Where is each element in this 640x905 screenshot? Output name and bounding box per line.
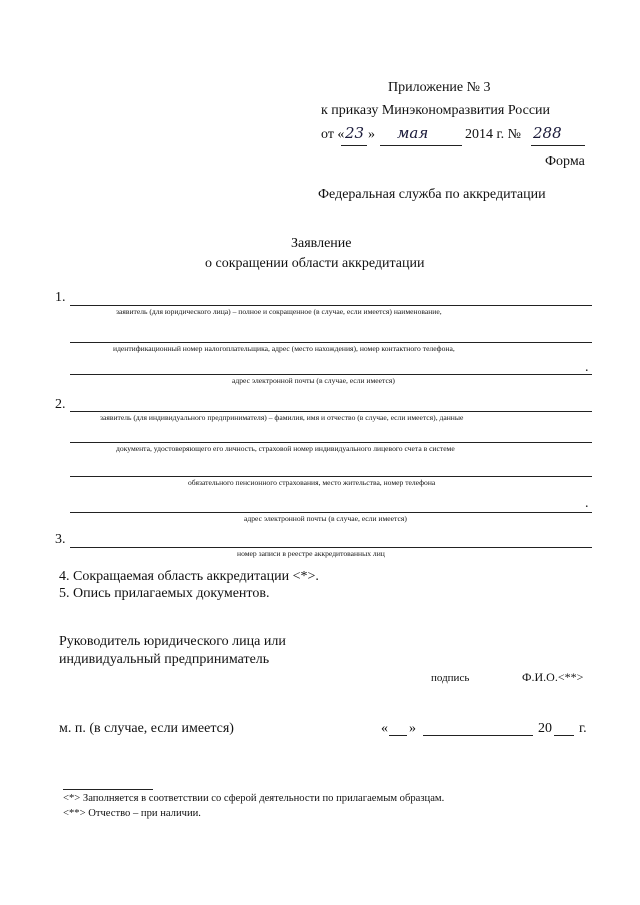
section2-caption-4: адрес электронной почты (в случае, если имеется) [244, 514, 407, 523]
order-date-month: мая [397, 124, 429, 142]
section1-field-line-2 [70, 342, 592, 343]
form-label: Форма [545, 154, 585, 169]
section1-field-line-1 [70, 305, 592, 306]
footnote-separator [63, 789, 153, 790]
agency-name: Федеральная служба по аккредитации [318, 187, 546, 202]
sign-date-year-line [554, 735, 574, 736]
section3-field-line [70, 547, 592, 548]
section3-caption: номер записи в реестре аккредитованных лиц [237, 549, 385, 558]
order-date-day-line [341, 145, 367, 146]
appendix-label: Приложение № 3 [388, 80, 491, 95]
footnote-1: <*> Заполняется в соответствии со сферой деятельности по прилагаемым образцам. [63, 793, 445, 804]
order-date-month-line [380, 145, 462, 146]
order-number-line [531, 145, 585, 146]
signature-label: подпись [431, 672, 470, 684]
section1-end-mark: . [585, 360, 589, 375]
document-title: Заявление [291, 236, 352, 251]
document-subtitle: о сокращении области аккредитации [205, 256, 425, 271]
order-date-day: 23 [345, 124, 365, 142]
section3-number: 3. [55, 532, 66, 547]
sign-date-open: « [381, 721, 388, 736]
section2-caption-3: обязательного пенсионного страхования, место жительства, номер телефона [188, 478, 436, 487]
signatory-line-1: Руководитель юридического лица или [59, 634, 286, 649]
section2-number: 2. [55, 397, 66, 412]
item-5: 5. Опись прилагаемых документов. [59, 586, 270, 601]
order-number: 288 [533, 124, 562, 142]
item-4: 4. Сокращаемая область аккредитации <*>. [59, 569, 319, 584]
sign-date-day-line [389, 735, 407, 736]
section2-field-line-1 [70, 411, 592, 412]
stamp-label: м. п. (в случае, если имеется) [59, 721, 234, 736]
sign-date-month-line [423, 735, 533, 736]
section2-end-mark: . [585, 496, 589, 511]
section2-field-line-3 [70, 476, 592, 477]
order-date-prefix: от « [321, 127, 345, 142]
section2-field-line-2 [70, 442, 592, 443]
signatory-line-2: индивидуальный предприниматель [59, 652, 270, 667]
sign-date-year-prefix: 20 [538, 721, 552, 736]
section1-caption-3: адрес электронной почты (в случае, если имеется) [232, 376, 395, 385]
sign-date-close: » [409, 721, 416, 736]
full-name-label: Ф.И.О.<**> [522, 670, 584, 684]
order-date-mid: » [368, 127, 375, 142]
section1-caption-2: идентификационный номер налогоплательщика, адрес (место нахождения), номер контактного телефона, [113, 344, 455, 353]
section2-field-line-4 [70, 512, 592, 513]
sign-date-year-suffix: г. [579, 721, 587, 736]
section1-number: 1. [55, 290, 66, 305]
section2-caption-2: документа, удостоверяющего его личность, страховой номер индивидуального лицевого счета в системе [116, 444, 455, 453]
section1-caption-1: заявитель (для юридического лица) – полное и сокращенное (в случае, если имеется) наименование, [116, 307, 442, 316]
footnote-2: <**> Отчество – при наличии. [63, 808, 201, 819]
order-date-year: 2014 г. № [465, 127, 522, 142]
order-reference: к приказу Минэкономразвития России [321, 103, 551, 118]
section2-caption-1: заявитель (для индивидуального предпринимателя) – фамилия, имя и отчество (в случае, если имеется), данные [100, 413, 464, 422]
section1-field-line-3 [70, 374, 592, 375]
